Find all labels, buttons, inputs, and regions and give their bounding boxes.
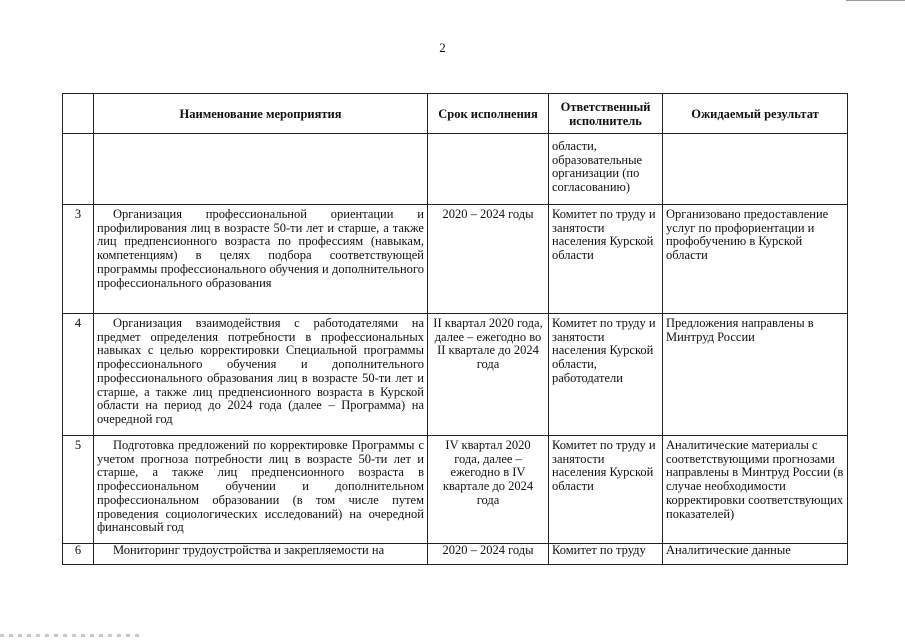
cell-num	[63, 134, 94, 205]
header-executor: Ответственный исполнитель	[549, 94, 663, 134]
page-number: 2	[439, 40, 446, 55]
cell-name: Организация профессиональной ориентации и профилирования лиц в возрасте 50-ти лет и старше, а также лиц предпенсионного возраста по профессиям (навыкам, компетенциям) в целях подбора соответствующей программы профессионального обучения и дополнительного профессионального образования	[94, 205, 428, 314]
table-row-continuation	[63, 134, 848, 205]
cell-deadline: 2020 – 2024 годы	[428, 205, 549, 314]
cell-executor: Комитет по труду и занятости населения Курской области	[549, 436, 663, 544]
measures-table	[62, 93, 848, 565]
cell-result	[663, 134, 848, 205]
top-edge-rule	[846, 0, 905, 1]
cell-deadline	[428, 134, 549, 205]
cell-deadline: II квартал 2020 года, далее – ежегодно во II квартале до 2024 года	[428, 314, 549, 436]
cell-executor: Комитет по труду и занятости населения Курской области, работодатели	[549, 314, 663, 436]
table-row	[63, 205, 848, 314]
cell-name: Организация взаимодействия с работодателями на предмет определения потребности в профессиональных навыках с целью корректировки Специальной программы профессионального обучения и дополнительного профессионального образования лиц в возрасте 50-ти лет и старше, а также лиц предпенсионного возраста в Курской области на период до 2024 года (далее – Программа) на очередной год	[94, 314, 428, 436]
cell-deadline: IV квартал 2020 года, далее – ежегодно в IV квартале до 2024 года	[428, 436, 549, 544]
cell-num: 4	[63, 314, 94, 436]
table-row	[63, 436, 848, 544]
cell-num: 5	[63, 436, 94, 544]
header-name: Наименование мероприятия	[94, 94, 428, 134]
cell-num: 3	[63, 205, 94, 314]
header-result: Ожидаемый результат	[663, 94, 848, 134]
table-header-row	[63, 94, 848, 134]
scan-artifact	[0, 634, 140, 637]
cell-executor: Комитет по труду и занятости населения Курской области	[549, 205, 663, 314]
cell-result: Организовано предоставление услуг по профориентации и профобучению в Курской области	[663, 205, 848, 314]
cell-name	[94, 134, 428, 205]
cell-num: 6	[63, 544, 94, 565]
table-row	[63, 544, 848, 565]
cell-deadline: 2020 – 2024 годы	[428, 544, 549, 565]
cell-result: Аналитические данные	[663, 544, 848, 565]
header-deadline: Срок исполнения	[428, 94, 549, 134]
cell-name: Подготовка предложений по корректировке Программы с учетом прогноза потребности лиц в возрасте 50-ти лет и старше, а также лиц предпенсионного возраста в профессиональном обучении и дополнительном профессиональном образовании (в том числе путем проведения социологических исследований) на очередной финансовый год	[94, 436, 428, 544]
cell-executor: Комитет по труду	[549, 544, 663, 565]
cell-result: Аналитические материалы с соответствующими прогнозами направлены в Минтруд России (в случае необходимости корректировки соответствующих показателей)	[663, 436, 848, 544]
header-num	[63, 94, 94, 134]
cell-name: Мониторинг трудоустройства и закрепляемости на	[94, 544, 428, 565]
cell-result: Предложения направлены в Минтруд России	[663, 314, 848, 436]
cell-executor: области, образовательные организации (по согласованию)	[549, 134, 663, 205]
table-row	[63, 314, 848, 436]
